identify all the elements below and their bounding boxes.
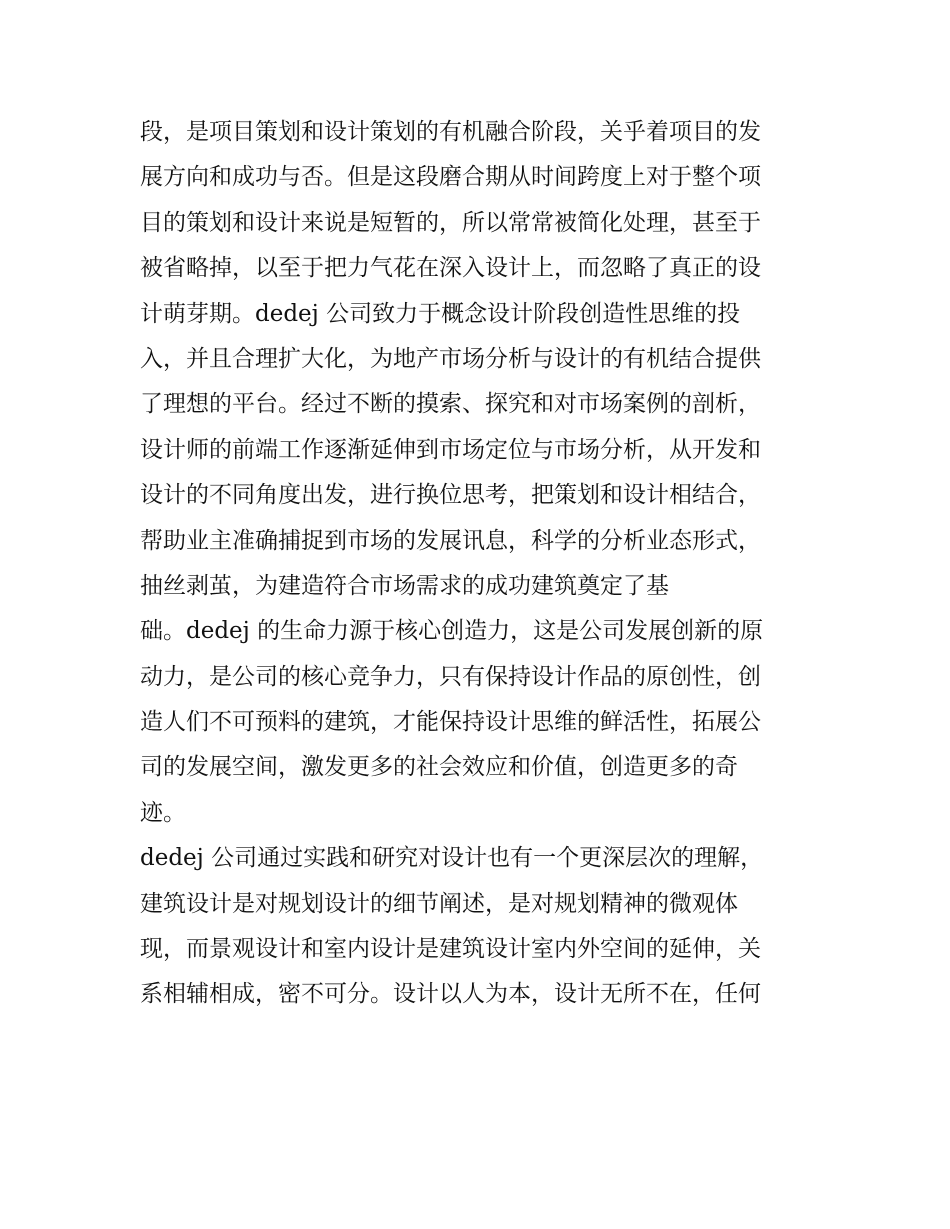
text-line: 现，而景观设计和室内设计是建筑设计室内外空间的延伸，关 [140, 936, 761, 963]
text-line: 础。dedej 的生命力源于核心创造力，这是公司发展创新的原 [140, 618, 764, 645]
text-line: 建筑设计是对规划设计的细节阐述，是对规划精神的微观体 [140, 890, 738, 917]
text-line: 了理想的平台。经过不断的摸索、探究和对市场案例的剖析， [140, 391, 761, 418]
text-line: 抽丝剥茧，为建造符合市场需求的成功建筑奠定了基 [140, 572, 669, 599]
text-line: 司的发展空间，激发更多的社会效应和价值，创造更多的奇 [140, 754, 738, 781]
text-line: 设计师的前端工作逐渐延伸到市场定位与市场分析，从开发和 [140, 436, 761, 463]
text-line: 入，并且合理扩大化，为地产市场分析与设计的有机结合提供 [140, 345, 761, 372]
text-line: dedej 公司通过实践和研究对设计也有一个更深层次的理解， [140, 845, 764, 872]
text-line: 系相辅相成，密不可分。设计以人为本，设计无所不在，任何 [140, 981, 761, 1008]
text-line: 被省略掉，以至于把力气花在深入设计上，而忽略了真正的设 [140, 255, 761, 282]
text-line: 目的策划和设计来说是短暂的，所以常常被简化处理，甚至于 [140, 209, 761, 236]
text-line: 造人们不可预料的建筑，才能保持设计思维的鲜活性，拓展公 [140, 709, 761, 736]
text-line: 段，是项目策划和设计策划的有机融合阶段，关乎着项目的发 [140, 119, 761, 145]
text-line: 计萌芽期。dedej 公司致力于概念设计阶段创造性思维的投 [140, 300, 741, 327]
text-line: 展方向和成功与否。但是这段磨合期从时间跨度上对于整个项 [140, 164, 761, 191]
text-line: 帮助业主准确捕捉到市场的发展讯息，科学的分析业态形式， [140, 527, 761, 554]
text-line: 迹。 [140, 799, 186, 826]
body-text [140, 110, 820, 1018]
text-line: 设计的不同角度出发，进行换位思考，把策划和设计相结合， [140, 482, 761, 509]
text-line: 动力，是公司的核心竞争力，只有保持设计作品的原创性，创 [140, 663, 761, 690]
